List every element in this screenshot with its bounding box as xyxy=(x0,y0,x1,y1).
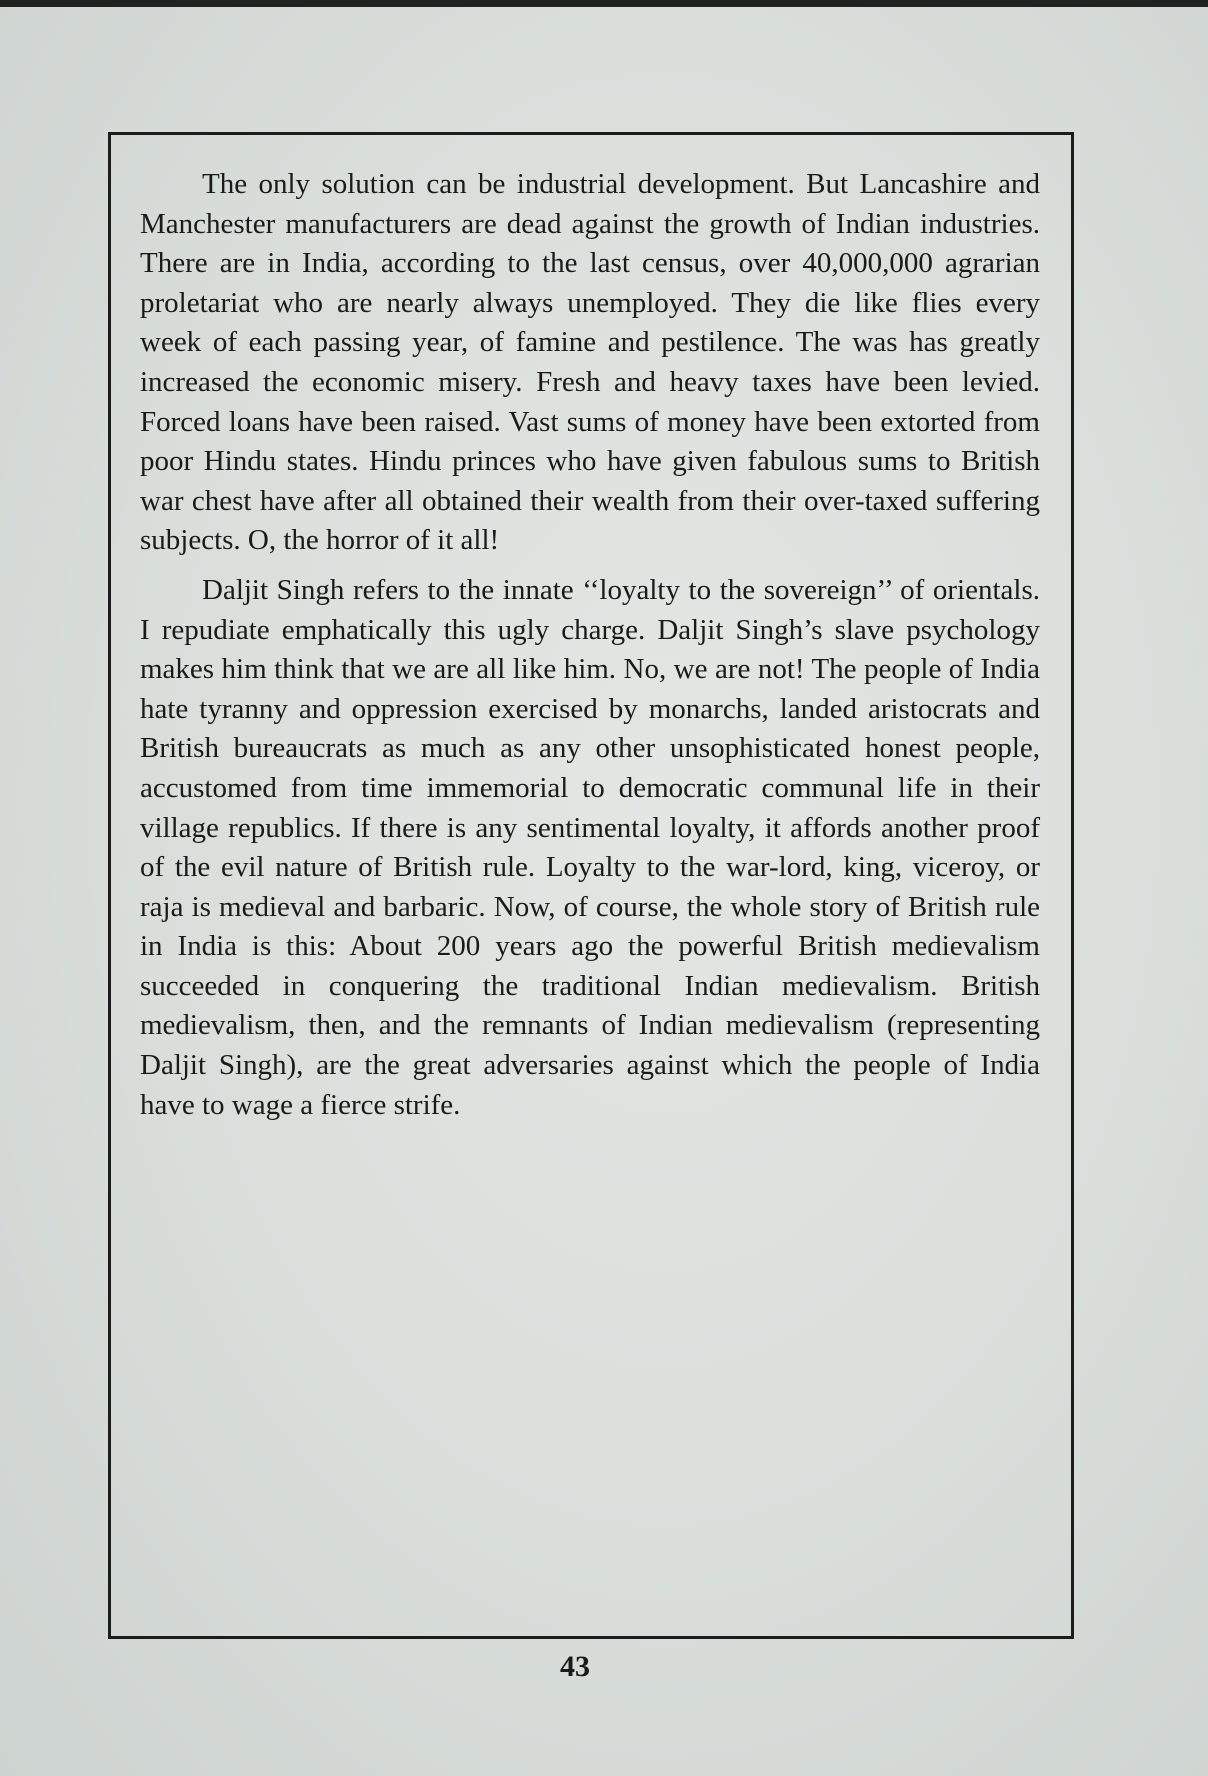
page-top-edge xyxy=(0,0,1208,7)
page-number: 43 xyxy=(560,1650,590,1683)
paragraph-industrial-development: The only solution can be industrial development. But Lancashire and Manchester manufacturers are dead against the growth of Indian industries. There are in India, according to the last census, over 40,000,000 agrarian proletariat who are nearly always unemployed. They die like flies every week of each passing year, of famine and pestilence. The was has greatly increased the economic misery. Fresh and heavy taxes have been levied. Forced loans have been raised. Vast sums of money have been extorted from poor Hindu states. Hindu princes who have given fabulous sums to British war chest have after all obtained their wealth from their over-taxed suffering subjects. O, the horror of it all! xyxy=(140,168,1040,557)
body-text xyxy=(140,165,1040,1135)
paragraph-loyalty: Daljit Singh refers to the innate ‘‘loyalty to the sovereign’’ of orientals. I repudiate emphatically this ugly charge. Daljit Singh’s slave psychology makes him think that we are all like him. No, we are not! The people of India hate tyranny and oppression exercised by monarchs, landed aristocrats and British bureaucrats as much as any other unsophisticated honest people, accustomed from time immemorial to democratic communal life in their village republics. If there is any sentimental loyalty, it affords another proof of the evil nature of British rule. Loyalty to the war-lord, king, viceroy, or raja is medieval and barbaric. Now, of course, the whole story of British rule in India is this: About 200 years ago the powerful British medievalism succeeded in conquering the traditional Indian medievalism. British medievalism, then, and the remnants of Indian medievalism (representing Daljit Singh), are the great adversaries against which the people of India have to wage a fierce strife. xyxy=(140,573,1040,1121)
